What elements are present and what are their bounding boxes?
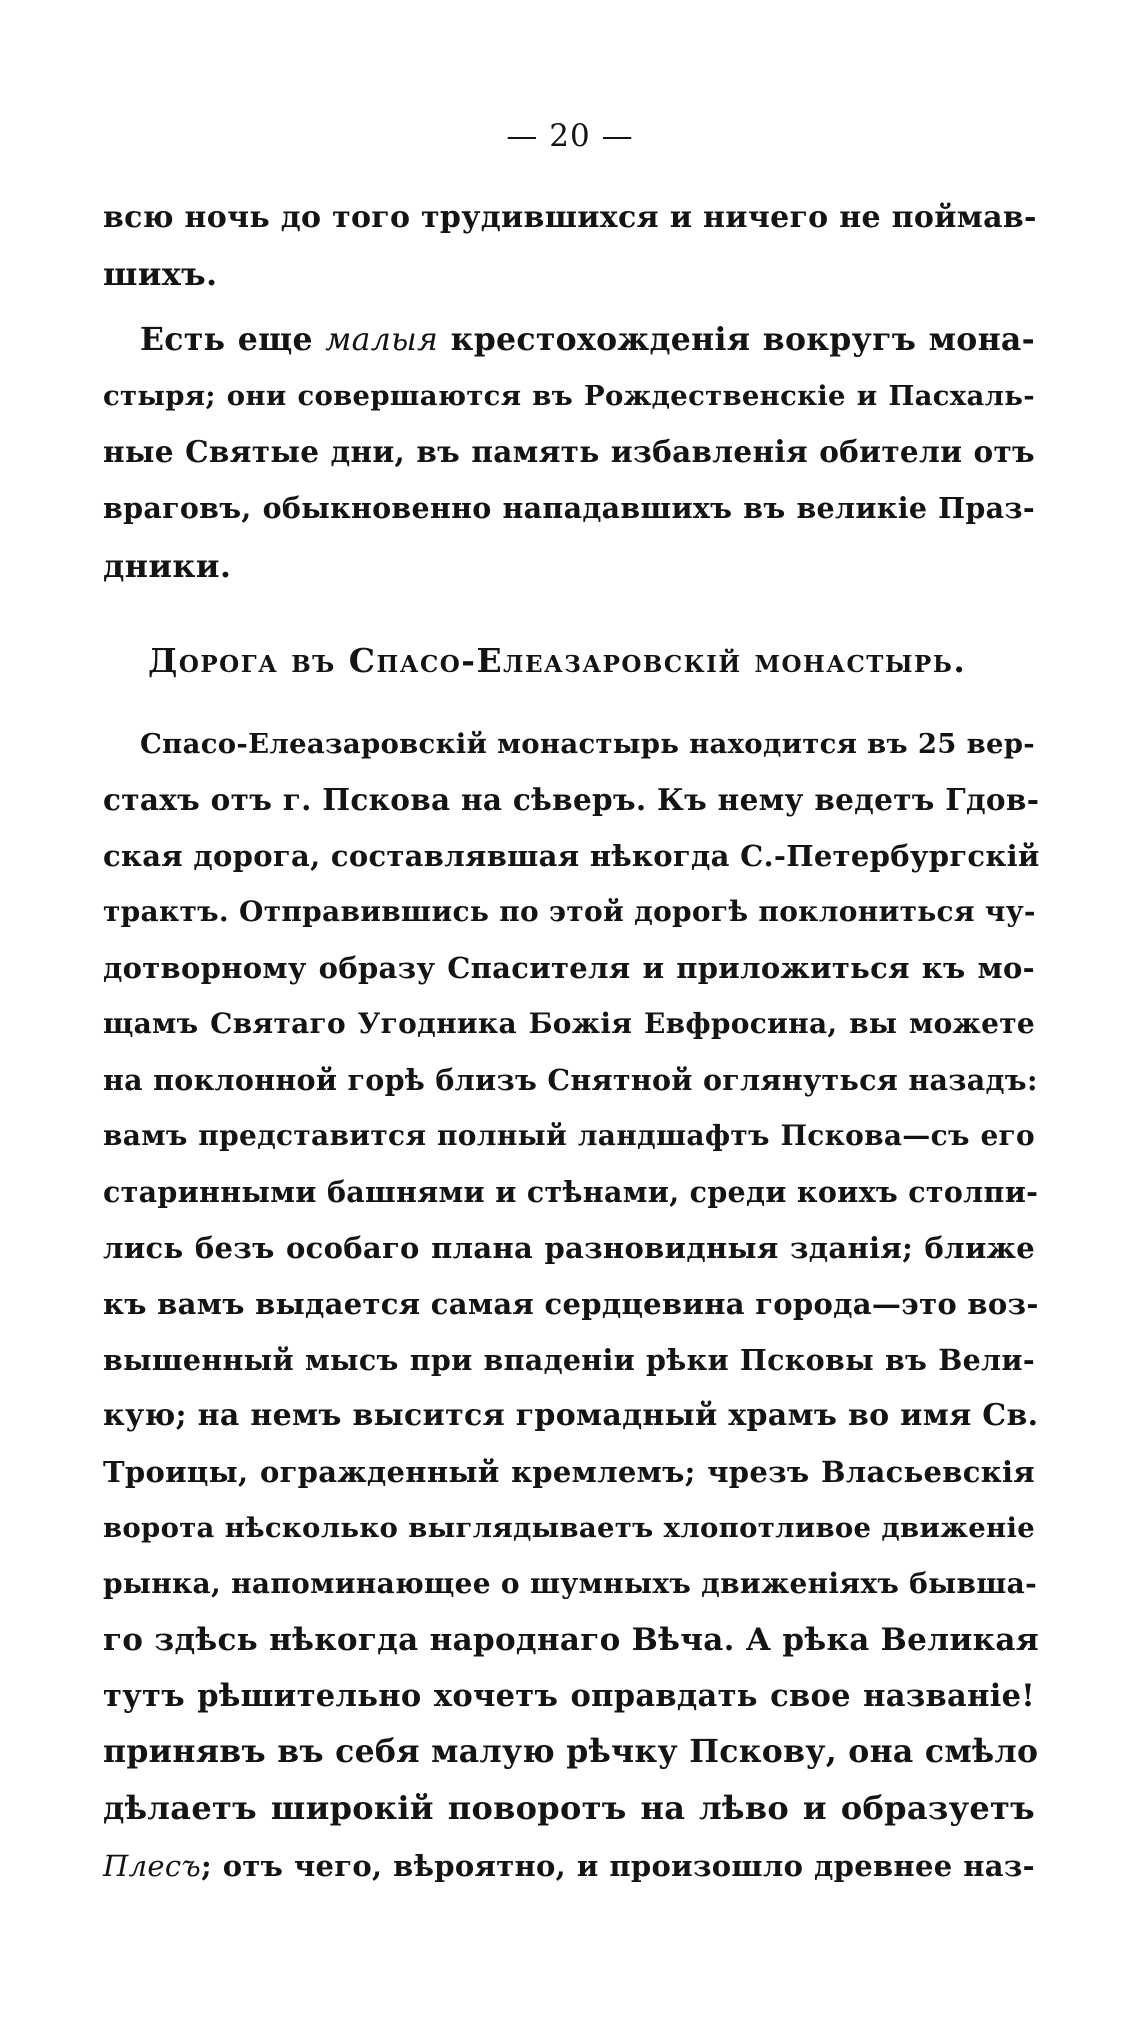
text-run: Есть еще	[140, 321, 326, 358]
text-line: ворота нѣсколько выглядываетъ хлопотливое движеніе	[103, 1512, 1035, 1544]
text-line: кую; на немъ высится громадный храмъ во имя Св.	[103, 1398, 1039, 1433]
text-line: принявъ въ себя малую рѣчку Пскову, она смѣло	[103, 1733, 1039, 1770]
text-line: враговъ, обыкновенно нападавшихъ въ великіе Праз-	[103, 491, 1035, 525]
page-number: — 20 —	[506, 118, 634, 154]
italic-word: Плесъ	[103, 1849, 201, 1883]
text-line: Троицы, огражденный кремлемъ; чрезъ Власьевскія	[103, 1455, 1035, 1489]
text-line: ская дорога, составлявшая нѣкогда С.-Петербургскій	[103, 839, 1040, 873]
text-line: Спасо-Елеазаровскій монастырь находится въ 25 вер-	[140, 728, 1036, 760]
text-line: вамъ представится полный ландшафтъ Пскова—съ его	[103, 1119, 1035, 1152]
text-line: рынка, напоминающее о шумныхъ движеніяхъ бывша-	[103, 1567, 1038, 1600]
text-run: ; отъ чего, вѣроятно, и произошло древнее наз-	[201, 1849, 1035, 1883]
text-line	[103, 1846, 1035, 1886]
section-heading: Дорога въ Спасо-Елеазаровскій монастырь.	[148, 641, 967, 680]
text-line: трактъ. Отправившись по этой дорогѣ поклониться чу-	[103, 895, 1036, 928]
italic-word: малыя	[325, 322, 439, 358]
text-line: дотворному образу Спасителя и приложиться къ мо-	[103, 951, 1035, 985]
text-line: на поклонной горѣ близъ Снятной оглянуться назадъ:	[103, 1063, 1038, 1097]
text-line: ные Святые дни, въ память избавленія обители отъ	[103, 434, 1035, 469]
text-line: лись безъ особаго плана разновидныя зданія; ближе	[103, 1231, 1035, 1265]
text-line: стыря; они совершаются въ Рождественскіе и Пасхаль-	[103, 380, 1035, 412]
text-line: го здѣсь нѣкогда народнаго Вѣча. А рѣка Великая	[103, 1622, 1039, 1658]
text-line: тутъ рѣшительно хочетъ оправдать свое названіе!	[103, 1678, 1035, 1714]
text-line: дѣлаетъ широкій поворотъ на лѣво и образуетъ	[103, 1789, 1035, 1827]
text-line: всю ночь до того трудившихся и ничего не поймав-	[103, 200, 1037, 235]
text-line: дники.	[103, 547, 232, 585]
text-line	[140, 320, 1035, 360]
text-line: щамъ Святаго Угодника Божія Евфросина, вы можете	[103, 1007, 1035, 1040]
text-line: вышенный мысъ при впаденіи рѣки Псковы въ Вели-	[103, 1343, 1035, 1377]
text-run: крестохожденія вокругъ мона-	[438, 321, 1036, 358]
text-line: стахъ отъ г. Пскова на сѣверъ. Къ нему ведетъ Гдов-	[103, 782, 1040, 817]
text-line: старинными башнями и стѣнами, среди коихъ столпи-	[103, 1175, 1039, 1209]
text-line: шихъ.	[103, 255, 218, 293]
text-line: къ вамъ выдается самая сердцевина города—это воз-	[103, 1287, 1039, 1321]
